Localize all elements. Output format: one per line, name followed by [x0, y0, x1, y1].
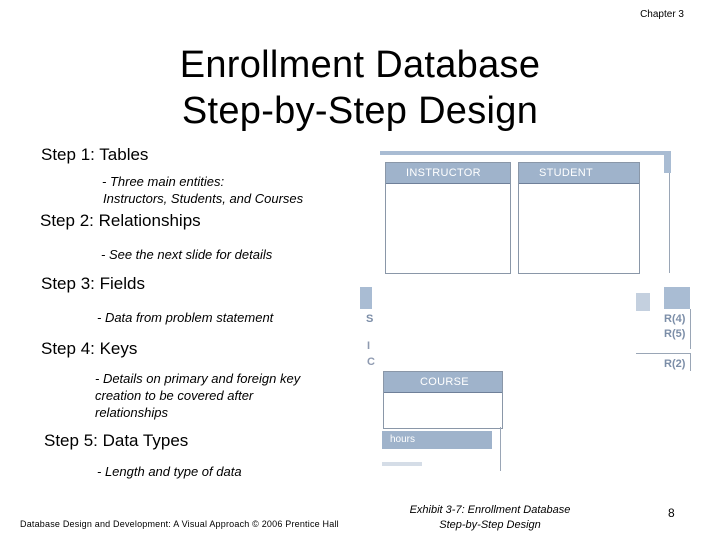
step-1-detail-line-1: - Three main entities: — [102, 174, 225, 189]
diagram-right-bottom-line — [690, 353, 691, 371]
entity-instructor — [385, 162, 511, 274]
step-4-detail-line-3: relationships — [95, 405, 168, 420]
step-1-detail-line-2: Instructors, Students, and Courses — [103, 191, 304, 206]
fragment-s: S — [366, 313, 374, 325]
step-4-detail-line-1: - Details on primary and foreign key — [95, 371, 301, 386]
step-1-detail — [102, 173, 303, 207]
course-right-line — [500, 427, 501, 471]
fragment-i: I — [367, 340, 371, 352]
slide-title — [0, 42, 720, 134]
exhibit-caption — [380, 503, 600, 533]
step-2-heading: Step 2: Relationships — [40, 211, 201, 230]
diagram-right-lower-line — [690, 309, 691, 349]
step-5-heading: Step 5: Data Types — [44, 431, 189, 450]
course-bottom-fade — [382, 462, 422, 466]
step-2-detail: - See the next slide for details — [101, 247, 273, 262]
step-4-heading: Step 4: Keys — [41, 339, 138, 358]
step-4-detail-line-2: creation to be covered after — [95, 388, 254, 403]
title-line-1: Enrollment Database — [179, 44, 541, 86]
exhibit-caption-line-2: Step-by-Step Design — [439, 519, 541, 531]
attribute-hours: hours — [382, 431, 492, 449]
diagram-top-right-strip — [664, 151, 671, 173]
step-3-heading: Step 3: Fields — [41, 274, 145, 293]
page-number: 8 — [668, 506, 675, 520]
step-3-detail: - Data from problem statement — [97, 310, 274, 325]
step-5-detail: - Length and type of data — [97, 464, 242, 479]
fragment-r5: R(5) — [664, 328, 686, 340]
entity-student — [518, 162, 640, 274]
entity-course-header: COURSE — [384, 372, 502, 393]
step-4-detail — [95, 370, 300, 421]
fragment-c: C — [367, 356, 375, 368]
footer-copyright: Database Design and Development: A Visual Approach © 2006 Prentice Hall — [20, 519, 339, 529]
step-1-heading: Step 1: Tables — [41, 145, 149, 164]
entity-course — [383, 371, 503, 429]
entity-instructor-header: INSTRUCTOR — [386, 163, 510, 184]
chapter-label: Chapter 3 — [640, 9, 684, 20]
diagram-right-rule — [636, 353, 690, 354]
fragment-r2: R(2) — [664, 358, 686, 370]
diagram-left-strip — [360, 287, 372, 309]
exhibit-caption-line-1: Exhibit 3-7: Enrollment Database — [409, 504, 571, 516]
diagram-right-tab — [636, 293, 650, 311]
diagram-right-line — [669, 173, 670, 273]
diagram-right-strip — [664, 287, 690, 309]
entity-student-header: STUDENT — [519, 163, 639, 184]
title-line-2: Step-by-Step Design — [181, 90, 539, 132]
fragment-r4: R(4) — [664, 313, 686, 325]
diagram-top-strip — [380, 151, 670, 155]
